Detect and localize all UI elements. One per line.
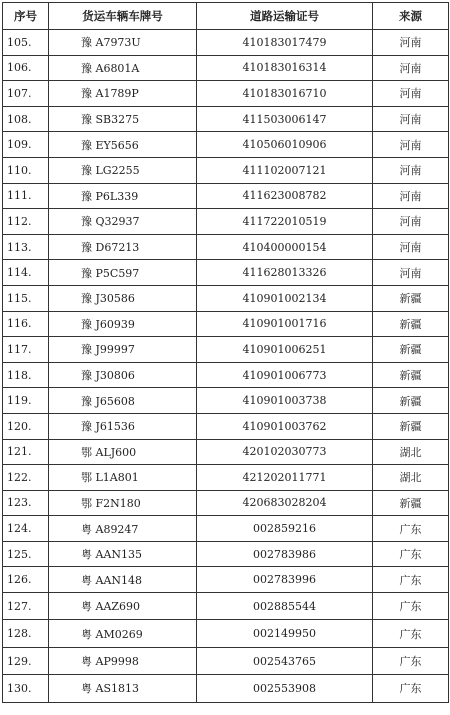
row-permit-cell: 002783986 xyxy=(197,541,373,567)
row-permit-cell: 410183016710 xyxy=(197,81,373,107)
row-seq-cell: 129. xyxy=(3,647,49,674)
row-permit-cell: 410901001716 xyxy=(197,311,373,337)
row-seq-cell: 127. xyxy=(3,593,49,620)
row-seq-cell: 107. xyxy=(3,81,49,107)
table-row xyxy=(3,620,449,647)
row-seq-cell: 117. xyxy=(3,337,49,363)
row-plate-cell: 粤 AAN135 xyxy=(49,541,197,567)
row-seq-cell: 116. xyxy=(3,311,49,337)
row-seq-cell: 121. xyxy=(3,439,49,465)
row-permit-cell: 002149950 xyxy=(197,620,373,647)
row-permit-cell: 002859216 xyxy=(197,516,373,542)
header-seq: 序号 xyxy=(3,3,49,30)
table-row xyxy=(3,439,449,465)
table-row xyxy=(3,388,449,414)
row-source-cell: 湖北 xyxy=(373,465,449,491)
table-row xyxy=(3,516,449,542)
table-row xyxy=(3,465,449,491)
table-row xyxy=(3,157,449,183)
row-permit-cell: 420683028204 xyxy=(197,490,373,516)
row-seq-cell: 114. xyxy=(3,260,49,286)
row-source-cell: 新疆 xyxy=(373,362,449,388)
table-row xyxy=(3,541,449,567)
table-row xyxy=(3,106,449,132)
row-permit-cell: 002553908 xyxy=(197,675,373,702)
row-source-cell: 新疆 xyxy=(373,285,449,311)
row-plate-cell: 豫 J30806 xyxy=(49,362,197,388)
row-seq-cell: 105. xyxy=(3,30,49,56)
row-plate-cell: 豫 J30586 xyxy=(49,285,197,311)
row-plate-cell: 豫 Q32937 xyxy=(49,209,197,235)
row-permit-cell: 410400000154 xyxy=(197,234,373,260)
row-seq-cell: 118. xyxy=(3,362,49,388)
table-row xyxy=(3,362,449,388)
row-source-cell: 新疆 xyxy=(373,337,449,363)
row-permit-cell: 410183016314 xyxy=(197,55,373,81)
table-row xyxy=(3,285,449,311)
vehicle-table xyxy=(2,2,449,703)
row-seq-cell: 112. xyxy=(3,209,49,235)
row-seq-cell: 128. xyxy=(3,620,49,647)
row-plate-cell: 豫 D67213 xyxy=(49,234,197,260)
row-plate-cell: 豫 P5C597 xyxy=(49,260,197,286)
row-permit-cell: 411628013326 xyxy=(197,260,373,286)
row-source-cell: 河南 xyxy=(373,183,449,209)
row-plate-cell: 豫 A7973U xyxy=(49,30,197,56)
table-row xyxy=(3,81,449,107)
row-source-cell: 广东 xyxy=(373,620,449,647)
row-plate-cell: 豫 A1789P xyxy=(49,81,197,107)
row-seq-cell: 123. xyxy=(3,490,49,516)
table-row xyxy=(3,675,449,702)
row-source-cell: 新疆 xyxy=(373,413,449,439)
row-seq-cell: 108. xyxy=(3,106,49,132)
row-permit-cell: 410901006251 xyxy=(197,337,373,363)
row-plate-cell: 豫 LG2255 xyxy=(49,157,197,183)
row-permit-cell: 410506010906 xyxy=(197,132,373,158)
row-plate-cell: 粤 AM0269 xyxy=(49,620,197,647)
row-plate-cell: 豫 J65608 xyxy=(49,388,197,414)
row-seq-cell: 110. xyxy=(3,157,49,183)
row-permit-cell: 410183017479 xyxy=(197,30,373,56)
header-permit: 道路运输证号 xyxy=(197,3,373,30)
row-plate-cell: 豫 J99997 xyxy=(49,337,197,363)
row-source-cell: 新疆 xyxy=(373,311,449,337)
row-seq-cell: 130. xyxy=(3,675,49,702)
table-row xyxy=(3,260,449,286)
row-permit-cell: 411722010519 xyxy=(197,209,373,235)
row-permit-cell: 410901006773 xyxy=(197,362,373,388)
row-plate-cell: 鄂 F2N180 xyxy=(49,490,197,516)
row-seq-cell: 109. xyxy=(3,132,49,158)
row-permit-cell: 410901003762 xyxy=(197,413,373,439)
row-seq-cell: 125. xyxy=(3,541,49,567)
row-permit-cell: 420102030773 xyxy=(197,439,373,465)
row-plate-cell: 鄂 ALJ600 xyxy=(49,439,197,465)
table-row xyxy=(3,55,449,81)
row-plate-cell: 豫 J61536 xyxy=(49,413,197,439)
row-plate-cell: 鄂 L1A801 xyxy=(49,465,197,491)
row-plate-cell: 豫 EY5656 xyxy=(49,132,197,158)
row-permit-cell: 411102007121 xyxy=(197,157,373,183)
row-source-cell: 广东 xyxy=(373,516,449,542)
row-permit-cell: 411623008782 xyxy=(197,183,373,209)
row-seq-cell: 115. xyxy=(3,285,49,311)
row-source-cell: 广东 xyxy=(373,647,449,674)
table-row xyxy=(3,647,449,674)
row-plate-cell: 豫 A6801A xyxy=(49,55,197,81)
table-row xyxy=(3,234,449,260)
table-row xyxy=(3,337,449,363)
table-row xyxy=(3,183,449,209)
row-source-cell: 河南 xyxy=(373,81,449,107)
row-source-cell: 广东 xyxy=(373,567,449,593)
table-body xyxy=(3,30,449,703)
row-permit-cell: 410901003738 xyxy=(197,388,373,414)
row-seq-cell: 122. xyxy=(3,465,49,491)
row-seq-cell: 113. xyxy=(3,234,49,260)
row-plate-cell: 豫 P6L339 xyxy=(49,183,197,209)
table-row xyxy=(3,209,449,235)
row-seq-cell: 119. xyxy=(3,388,49,414)
row-seq-cell: 106. xyxy=(3,55,49,81)
row-source-cell: 河南 xyxy=(373,234,449,260)
row-source-cell: 湖北 xyxy=(373,439,449,465)
table-row xyxy=(3,132,449,158)
table-row xyxy=(3,490,449,516)
row-permit-cell: 421202011771 xyxy=(197,465,373,491)
header-plate: 货运车辆车牌号 xyxy=(49,3,197,30)
table-row xyxy=(3,413,449,439)
row-source-cell: 新疆 xyxy=(373,490,449,516)
row-plate-cell: 豫 J60939 xyxy=(49,311,197,337)
row-permit-cell: 411503006147 xyxy=(197,106,373,132)
row-plate-cell: 粤 AAZ690 xyxy=(49,593,197,620)
row-plate-cell: 粤 AP9998 xyxy=(49,647,197,674)
row-permit-cell: 002885544 xyxy=(197,593,373,620)
row-source-cell: 河南 xyxy=(373,106,449,132)
table-row xyxy=(3,311,449,337)
row-seq-cell: 111. xyxy=(3,183,49,209)
row-seq-cell: 124. xyxy=(3,516,49,542)
row-plate-cell: 豫 SB3275 xyxy=(49,106,197,132)
row-source-cell: 广东 xyxy=(373,675,449,702)
row-permit-cell: 002783996 xyxy=(197,567,373,593)
table-row xyxy=(3,567,449,593)
row-source-cell: 河南 xyxy=(373,260,449,286)
row-source-cell: 河南 xyxy=(373,157,449,183)
table-row xyxy=(3,593,449,620)
row-source-cell: 河南 xyxy=(373,55,449,81)
row-source-cell: 新疆 xyxy=(373,388,449,414)
row-plate-cell: 粤 A89247 xyxy=(49,516,197,542)
row-seq-cell: 126. xyxy=(3,567,49,593)
header-source: 来源 xyxy=(373,3,449,30)
row-source-cell: 河南 xyxy=(373,132,449,158)
row-source-cell: 河南 xyxy=(373,30,449,56)
row-source-cell: 广东 xyxy=(373,541,449,567)
row-permit-cell: 410901002134 xyxy=(197,285,373,311)
row-source-cell: 广东 xyxy=(373,593,449,620)
row-plate-cell: 粤 AS1813 xyxy=(49,675,197,702)
table-header-row xyxy=(3,3,449,30)
row-plate-cell: 粤 AAN148 xyxy=(49,567,197,593)
table-row xyxy=(3,30,449,56)
row-permit-cell: 002543765 xyxy=(197,647,373,674)
row-seq-cell: 120. xyxy=(3,413,49,439)
row-source-cell: 河南 xyxy=(373,209,449,235)
